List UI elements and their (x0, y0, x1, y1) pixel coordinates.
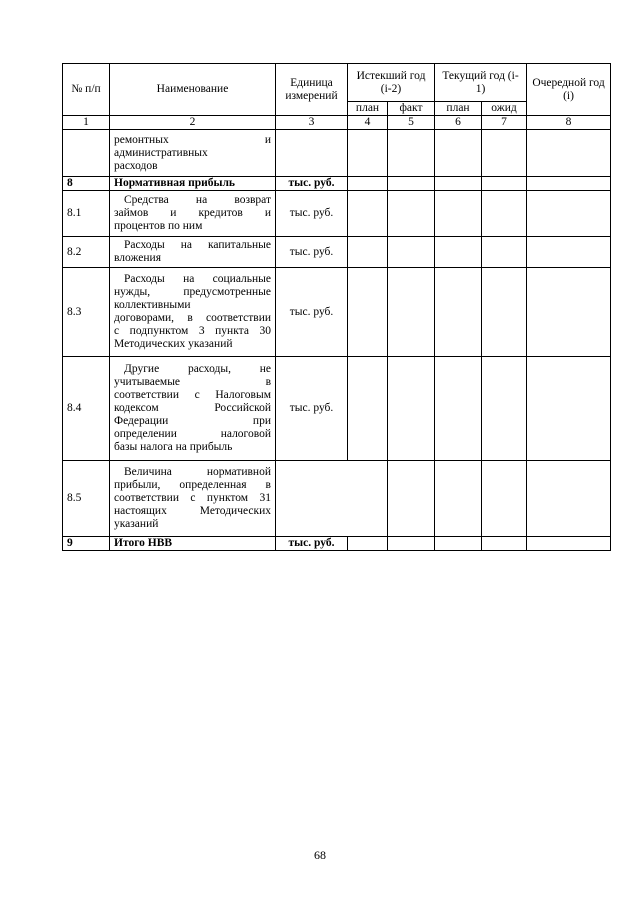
row-name-line: нужды, предусмотренные (114, 286, 271, 298)
row-name-line: коллективными (114, 299, 191, 311)
cell-next (527, 177, 611, 191)
row-name-line: вложения (114, 252, 161, 264)
cell-current-plan (435, 461, 482, 537)
row-name-line: Другие расходы, не (124, 363, 271, 375)
cell-past-plan (348, 130, 388, 177)
column-number: 2 (110, 116, 276, 130)
header-current-year: Текущий год (i-1) (435, 64, 527, 102)
cell-past-plan (348, 237, 388, 268)
cell-next (527, 537, 611, 551)
row-name-line: соответствии с пунктом 31 (114, 492, 271, 504)
cell-past-fact (388, 191, 435, 237)
header-plan: план (348, 102, 388, 116)
row-name-line: Федерации при (114, 415, 271, 427)
header-past-year: Истекший год (i-2) (348, 64, 435, 102)
column-number: 4 (348, 116, 388, 130)
cell-current-plan (435, 268, 482, 357)
cell-current-plan (435, 191, 482, 237)
row-name-line: Величина нормативной (124, 466, 271, 478)
cell-current-expected (482, 461, 527, 537)
cell-past-fact (388, 237, 435, 268)
row-name (110, 357, 276, 461)
column-number-row (63, 116, 611, 130)
page-number: 68 (314, 848, 326, 862)
table-row (63, 537, 611, 551)
row-name (110, 191, 276, 237)
cell-past-fact (388, 537, 435, 551)
row-unit: тыс. руб. (276, 177, 348, 191)
cell-current-plan (435, 237, 482, 268)
cell-past-fact (388, 268, 435, 357)
row-unit: тыс. руб. (276, 237, 348, 268)
column-number: 6 (435, 116, 482, 130)
cell-past-plan (348, 191, 388, 237)
column-number: 5 (388, 116, 435, 130)
row-num (63, 130, 110, 177)
data-table (62, 63, 611, 551)
row-name (110, 461, 276, 537)
row-name-line: административных (114, 146, 208, 159)
table-row (63, 191, 611, 237)
cell-current-expected (482, 130, 527, 177)
cell-next (527, 191, 611, 237)
row-num: 8.3 (63, 268, 110, 357)
row-name-line: ремонтных и (114, 133, 271, 146)
cell-past-plan (348, 357, 388, 461)
cell-current-expected (482, 268, 527, 357)
row-name-line: соответствии с Налоговым (114, 389, 271, 401)
row-num: 8.5 (63, 461, 110, 537)
header-expected: ожид (482, 102, 527, 116)
cell-current-plan (435, 537, 482, 551)
row-name-line: базы налога на прибыль (114, 441, 233, 453)
cell-past-fact (388, 177, 435, 191)
cell-next (527, 357, 611, 461)
cell-past-fact (388, 357, 435, 461)
row-unit (276, 130, 348, 177)
header-plan-current: план (435, 102, 482, 116)
cell-next (527, 237, 611, 268)
row-name-line: указаний (114, 518, 159, 530)
cell-next (527, 130, 611, 177)
row-name-line: договорами, в соответствии (114, 312, 271, 324)
cell-current-plan (435, 357, 482, 461)
row-name-line: Расходы на социальные (124, 273, 271, 285)
header-next-year: Очередной год (i) (527, 64, 611, 116)
table-row (63, 357, 611, 461)
row-name-line: учитываемые в (114, 376, 271, 388)
cell-current-expected (482, 357, 527, 461)
column-number: 3 (276, 116, 348, 130)
header-num: № п/п (63, 64, 110, 116)
cell-past-plan (348, 537, 388, 551)
table-row (63, 237, 611, 268)
header-fact: факт (388, 102, 435, 116)
row-num: 8 (63, 177, 110, 191)
cell-next (527, 268, 611, 357)
row-name-line: Расходы на капитальные (124, 239, 271, 251)
table-row (63, 177, 611, 191)
row-name (110, 237, 276, 268)
row-num: 9 (63, 537, 110, 551)
row-name-line: Методических указаний (114, 338, 233, 350)
row-num: 8.4 (63, 357, 110, 461)
row-name-line: Средства на возврат (124, 194, 271, 206)
cell-next (527, 461, 611, 537)
row-name-line: с подпунктом 3 пункта 30 (114, 325, 271, 337)
row-unit: тыс. руб. (276, 357, 348, 461)
row-name-line: настоящих Методических (114, 505, 271, 517)
column-number: 1 (63, 116, 110, 130)
cell-past-fact (388, 461, 435, 537)
cell-current-plan (435, 177, 482, 191)
table-row (63, 268, 611, 357)
cell-current-expected (482, 237, 527, 268)
row-name (110, 268, 276, 357)
cell-past-plan (348, 268, 388, 357)
cell-current-plan (435, 130, 482, 177)
row-unit: тыс. руб. (276, 191, 348, 237)
column-number: 7 (482, 116, 527, 130)
row-name: Итого НВВ (110, 537, 276, 551)
row-unit (276, 461, 388, 537)
row-name-line: займов и кредитов и (114, 207, 271, 219)
header-name: Наименование (110, 64, 276, 116)
cell-current-expected (482, 177, 527, 191)
cell-past-plan (348, 177, 388, 191)
header-unit: Единица измерений (276, 64, 348, 116)
row-num: 8.2 (63, 237, 110, 268)
row-name-line: расходов (114, 159, 158, 172)
row-name-line: прибыли, определенная в (114, 479, 271, 491)
row-name (110, 130, 276, 177)
table-row (63, 461, 611, 537)
row-name: Нормативная прибыль (110, 177, 276, 191)
cell-current-expected (482, 537, 527, 551)
row-unit: тыс. руб. (276, 537, 348, 551)
row-name-line: процентов по ним (114, 220, 203, 232)
row-name-line: кодексом Российской (114, 402, 271, 414)
cell-current-expected (482, 191, 527, 237)
row-unit: тыс. руб. (276, 268, 348, 357)
table-row (63, 130, 611, 177)
cell-past-fact (388, 130, 435, 177)
row-name-line: определении налоговой (114, 428, 271, 440)
row-num: 8.1 (63, 191, 110, 237)
column-number: 8 (527, 116, 611, 130)
